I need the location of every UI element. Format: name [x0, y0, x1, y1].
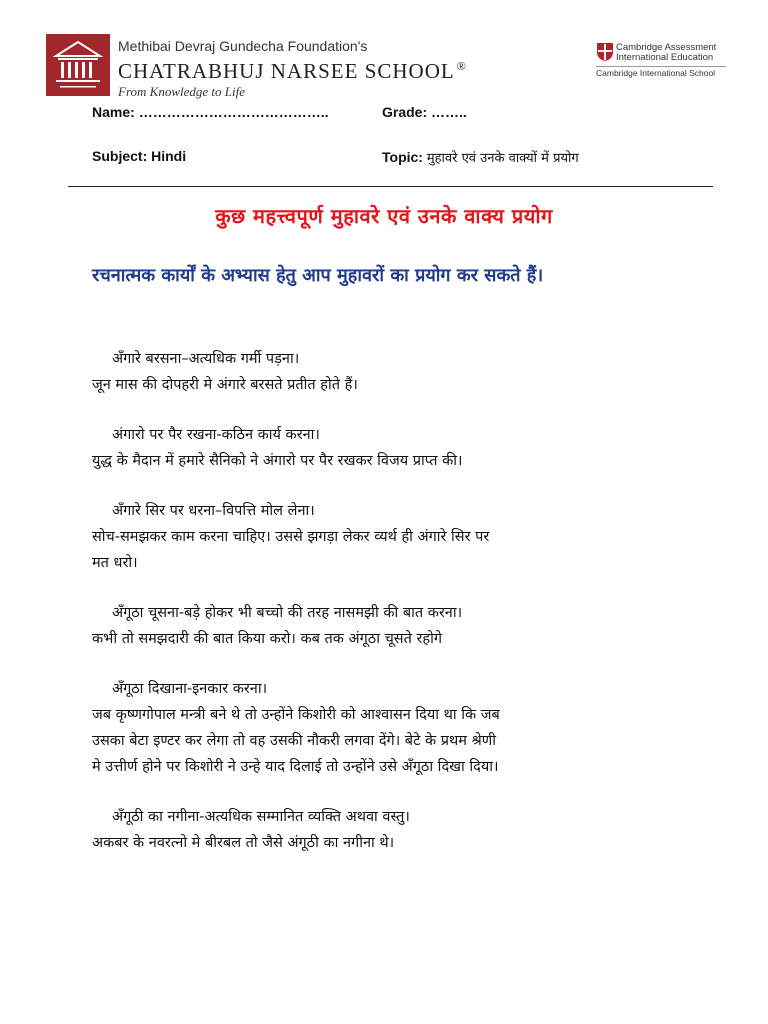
- idiom-example-line: जून मास की दोपहरी मे अंगारे बरसते प्रतीत होते हैं।: [92, 377, 358, 393]
- grade-label: Grade:: [382, 104, 428, 120]
- grade-value: ……..: [431, 104, 467, 120]
- cambridge-line-2: International Education: [616, 52, 714, 63]
- idiom-item: [92, 804, 692, 856]
- intro-text: रचनात्मक कार्यों के अभ्यास हेतु आप मुहावरों का प्रयोग कर सकते हैं।: [92, 265, 544, 286]
- subject-value: Hindi: [151, 148, 187, 164]
- cambridge-shield-icon: [596, 42, 614, 62]
- topic-value: मुहावरे एवं उनके वाक्यों में प्रयोग: [426, 151, 579, 166]
- idiom-example-line: मत धरो।: [92, 555, 138, 571]
- subject-label: Subject:: [92, 148, 148, 164]
- cambridge-divider: [596, 66, 726, 67]
- idiom-meaning: अँगूठी का नगीना-अत्यधिक सम्मानित व्यक्ति अथवा वस्तु।: [112, 809, 410, 825]
- idiom-meaning: अँगारे सिर पर धरना–विपत्ति मोल लेना।: [112, 503, 315, 519]
- idiom-meaning: अँगूठा चूसना-बड़े होकर भी बच्चो की तरह नासमझी की बात करना।: [112, 605, 463, 621]
- idiom-meaning: अँगारे बरसना–अत्यधिक गर्मी पड़ना।: [112, 351, 300, 367]
- idiom-meaning: अंगारो पर पैर रखना-कठिन कार्य करना।: [112, 427, 320, 443]
- name-field: [92, 104, 328, 120]
- header-divider: [68, 186, 713, 187]
- idiom-example-line: अकबर के नवरत्नो मे बीरबल तो जैसे अंगूठी का नगीना थे।: [92, 835, 395, 851]
- idiom-item: [92, 422, 692, 474]
- idiom-example-line: कभी तो समझदारी की बात किया करो। कब तक अंगूठा चूसते रहोगे: [92, 631, 443, 647]
- idiom-example-line: उसका बेटा इण्टर कर लेगा तो वह उसकी नौकरी लगवा देंगे। बेटे के प्रथम श्रेणी: [92, 733, 497, 749]
- idiom-item: [92, 676, 692, 780]
- cambridge-line-1: Cambridge Assessment: [616, 42, 717, 53]
- topic-field: [382, 148, 579, 166]
- idiom-list: [92, 346, 692, 880]
- name-value: …………………………………..: [138, 104, 329, 120]
- school-logo: [46, 34, 110, 96]
- cambridge-line-3: Cambridge International School: [596, 68, 716, 78]
- idiom-example-line: युद्ध के मैदान में हमारे सैनिको ने अंगारो पर पैर रखकर विजय प्राप्त की।: [92, 453, 463, 469]
- idiom-item: [92, 346, 692, 398]
- school-building-icon: [46, 34, 110, 96]
- idiom-item: [92, 498, 692, 576]
- grade-field: [382, 104, 467, 120]
- subject-field: [92, 148, 186, 164]
- idiom-example-line: मे उत्तीर्ण होने पर किशोरी ने उन्हे याद दिलाई तो उन्होंने उसे अँगूठा दिखा दिया।: [92, 759, 499, 775]
- topic-label: Topic:: [382, 149, 423, 165]
- foundation-name: Methibai Devraj Gundecha Foundation's: [118, 38, 368, 54]
- page-title: कुछ महत्त्वपूर्ण मुहावरे एवं उनके वाक्य प्रयोग: [215, 204, 553, 228]
- idiom-item: [92, 600, 692, 652]
- idiom-meaning: अँगूठा दिखाना-इनकार करना।: [112, 681, 268, 697]
- name-label: Name:: [92, 104, 135, 120]
- idiom-example-line: सोच-समझकर काम करना चाहिए। उससे झगड़ा लेकर व्यर्थ ही अंगारे सिर पर: [92, 529, 490, 545]
- school-name: [118, 55, 467, 82]
- school-name-text: CHATRABHUJ NARSEE SCHOOL: [118, 59, 455, 83]
- idiom-example-line: जब कृष्णगोपाल मन्त्री बने थे तो उन्होंने किशोरी को आश्वासन दिया था कि जब: [92, 707, 500, 723]
- school-tagline: From Knowledge to Life: [118, 84, 245, 99]
- school-header: [46, 30, 726, 100]
- registered-mark: ®: [456, 59, 467, 73]
